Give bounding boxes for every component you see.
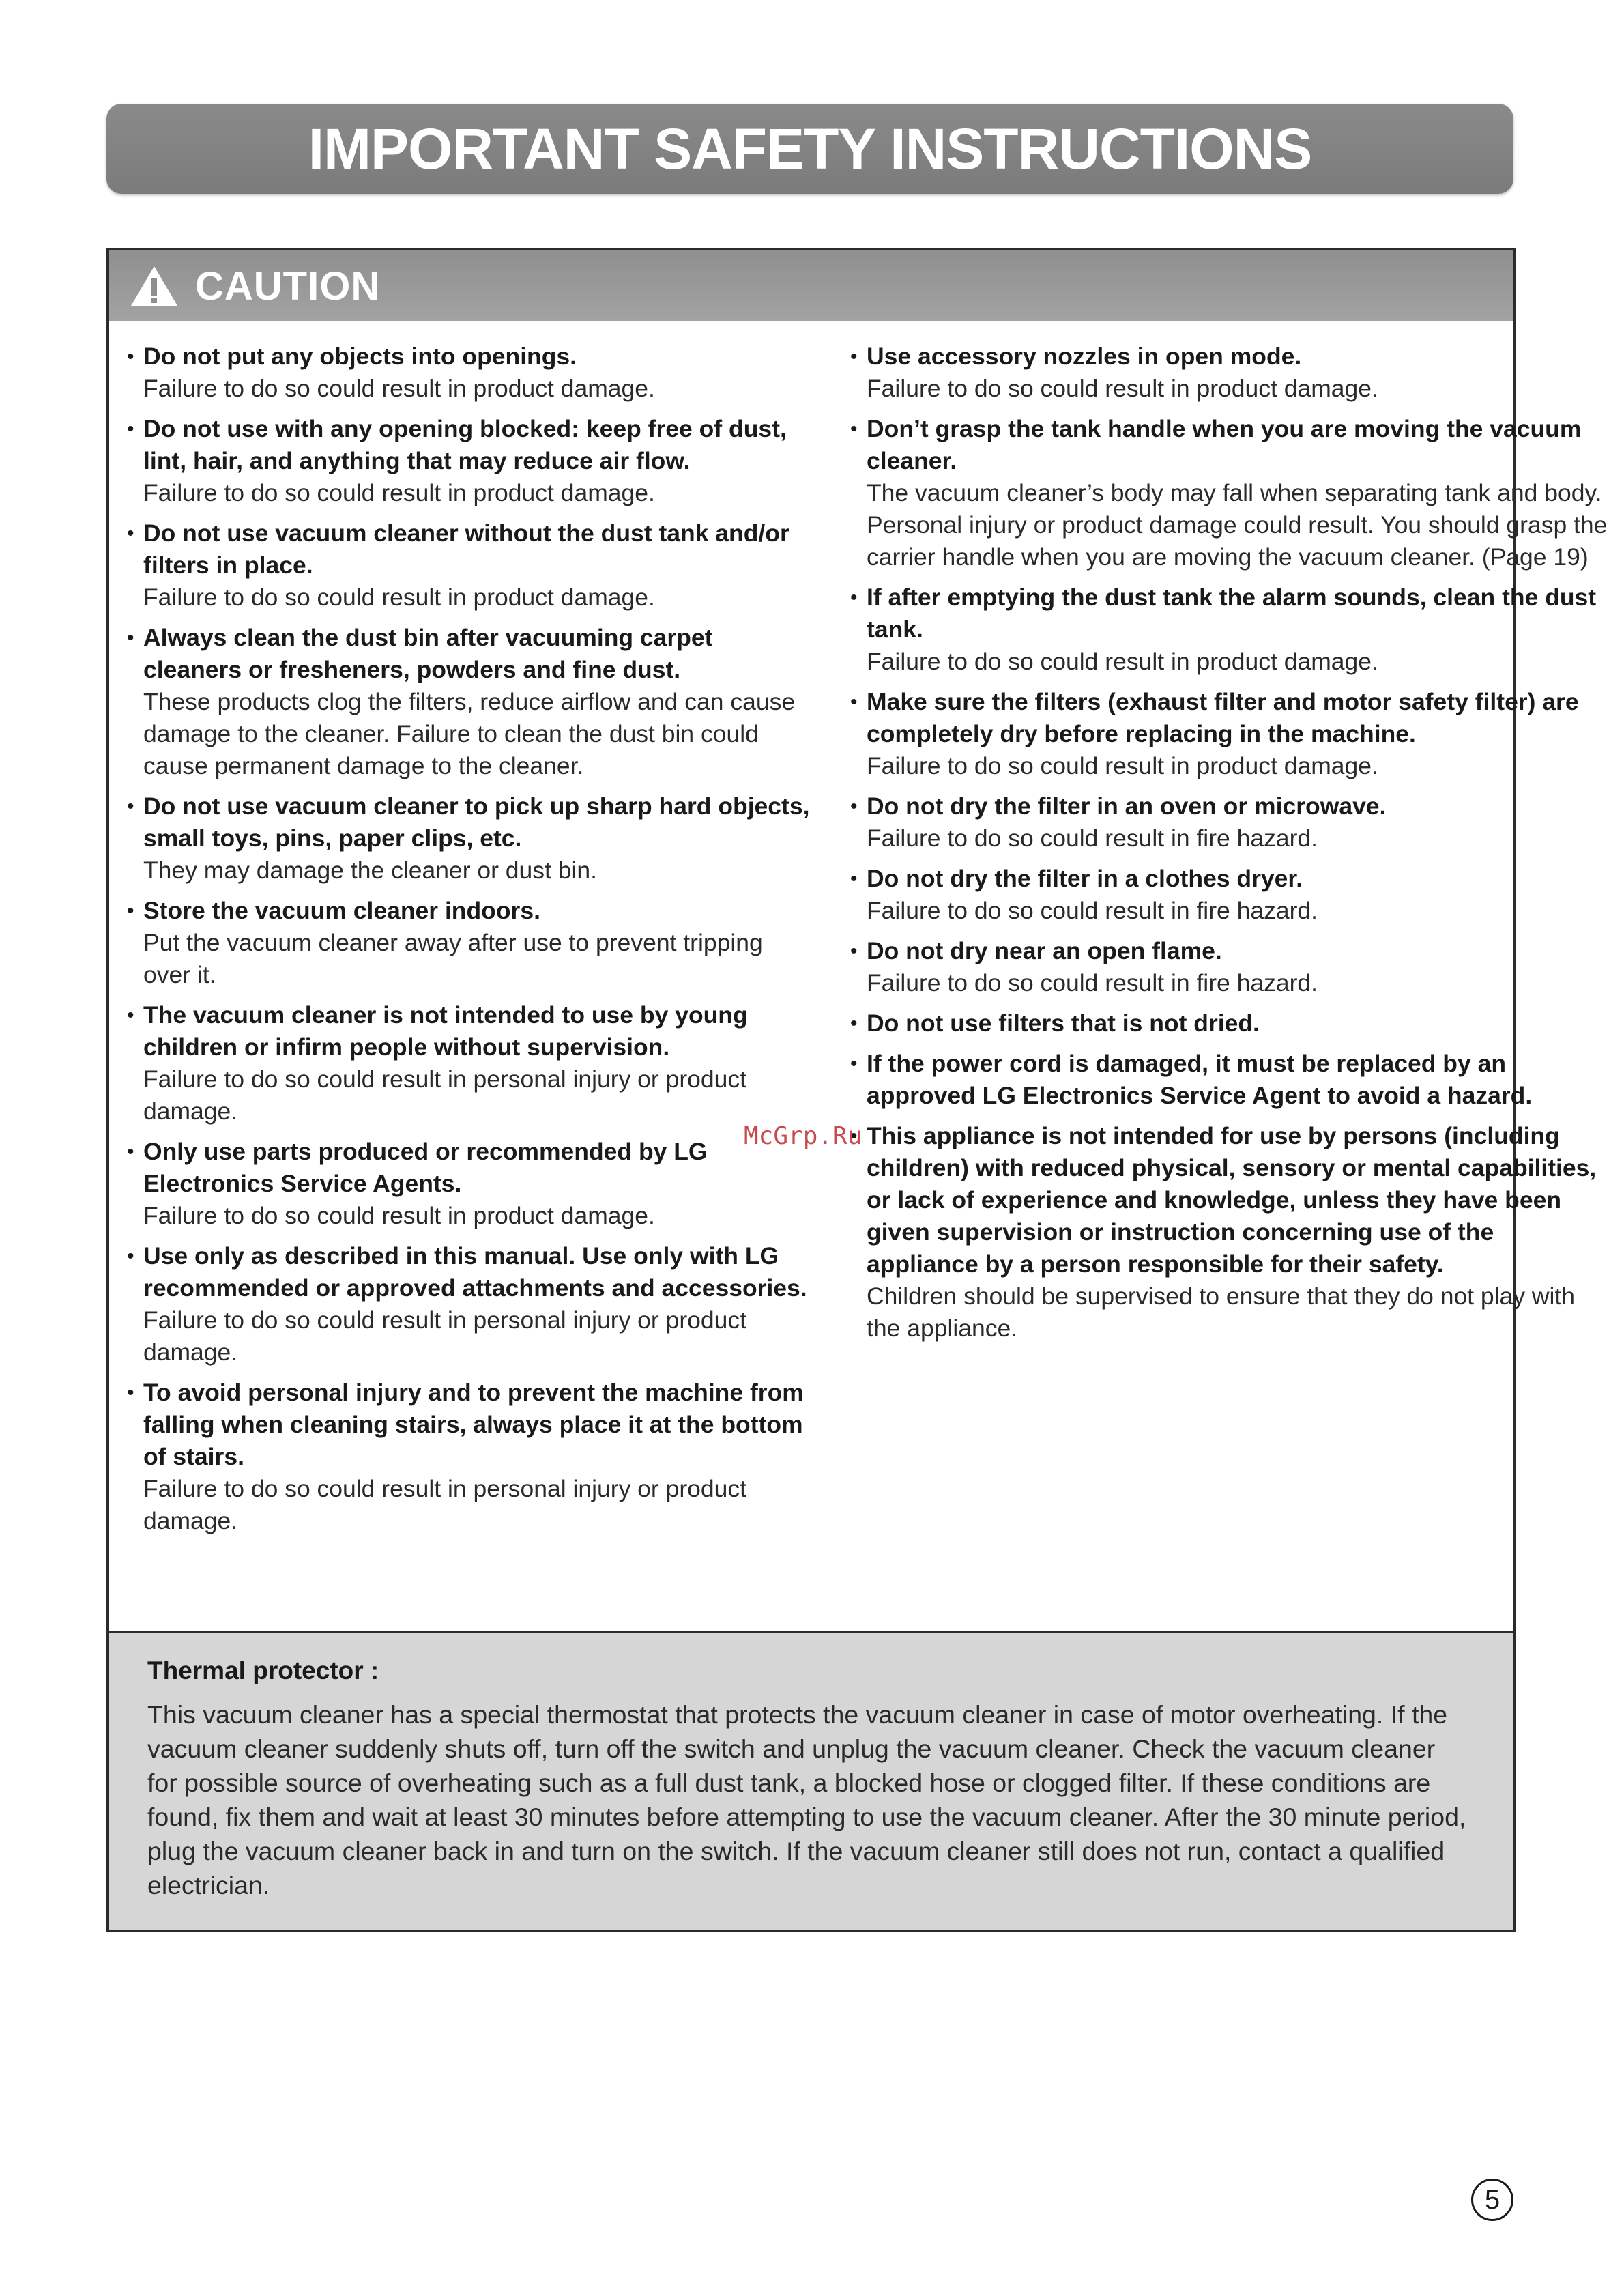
page-number: 5 xyxy=(1471,2179,1513,2221)
item-heading: • Do not dry the filter in a clothes dryer. xyxy=(867,865,1303,892)
page-title: IMPORTANT SAFETY INSTRUCTIONS xyxy=(308,116,1312,181)
caution-item xyxy=(850,1007,1608,1040)
item-heading: • Use accessory nozzles in open mode. xyxy=(867,343,1302,370)
item-heading: • To avoid personal injury and to prevent the machine from falling when cleaning stairs, always place it at the bottom of stairs. xyxy=(143,1379,804,1470)
item-body: Failure to do so could result in fire hazard. xyxy=(867,825,1318,852)
item-heading: • Store the vacuum cleaner indoors. xyxy=(143,897,540,924)
item-heading: • Do not use vacuum cleaner without the dust tank and/or filters in place. xyxy=(143,519,789,579)
caution-item xyxy=(850,935,1608,999)
item-body: Failure to do so could result in fire hazard. xyxy=(867,969,1318,997)
caution-item xyxy=(127,999,816,1128)
item-heading: • Do not use with any opening blocked: keep free of dust, lint, hair, and anything that may reduce air flow. xyxy=(143,415,787,474)
caution-item xyxy=(127,341,816,405)
item-heading: • Don’t grasp the tank handle when you are moving the vacuum cleaner. xyxy=(867,415,1582,474)
item-heading: • Only use parts produced or recommended by LG Electronics Service Agents. xyxy=(143,1138,708,1197)
caution-item xyxy=(127,790,816,887)
item-heading: • Do not dry the filter in an oven or microwave. xyxy=(867,792,1387,820)
caution-item xyxy=(127,517,816,614)
caution-panel xyxy=(106,248,1608,1932)
item-body: They may damage the cleaner or dust bin. xyxy=(143,857,598,884)
item-heading: • Make sure the filters (exhaust filter and motor safety filter) are completely dry before replacing in the machine. xyxy=(867,688,1579,747)
item-body: Failure to do so could result in product damage. xyxy=(867,648,1378,675)
caution-item xyxy=(127,413,816,509)
item-body: Failure to do so could result in product damage. xyxy=(867,752,1378,779)
caution-item xyxy=(127,1240,816,1368)
caution-item xyxy=(850,1048,1608,1112)
caution-item xyxy=(127,622,816,782)
item-heading: • Do not use vacuum cleaner to pick up sharp hard objects, small toys, pins, paper clips, etc. xyxy=(143,792,810,852)
item-body: Failure to do so could result in personal injury or product damage. xyxy=(143,1065,747,1125)
thermal-protector-note xyxy=(109,1631,1513,1930)
item-heading: • Always clean the dust bin after vacuuming carpet cleaners or fresheners, powders and fine dust. xyxy=(143,624,713,683)
warning-triangle-icon xyxy=(130,264,179,308)
caution-item xyxy=(850,582,1608,678)
item-body: Failure to do so could result in product damage. xyxy=(143,479,655,506)
caution-right-column xyxy=(850,341,1608,1353)
item-heading: • Do not dry near an open flame. xyxy=(867,937,1222,964)
caution-left-column xyxy=(127,341,816,1545)
item-body: Failure to do so could result in product damage. xyxy=(867,375,1378,402)
item-body: Put the vacuum cleaner away after use to prevent tripping over it. xyxy=(143,929,763,988)
item-body: Children should be supervised to ensure that they do not play with the appliance. xyxy=(867,1282,1576,1342)
caution-item xyxy=(127,1136,816,1232)
item-body: Failure to do so could result in personal injury or product damage. xyxy=(143,1306,747,1366)
caution-header xyxy=(109,250,1513,321)
item-heading: • If the power cord is damaged, it must be replaced by an approved LG Electronics Service Agent to avoid a hazard. xyxy=(867,1050,1533,1109)
caution-item xyxy=(850,413,1608,573)
caution-label: CAUTION xyxy=(195,263,381,309)
caution-item xyxy=(850,1120,1608,1345)
item-body: These products clog the filters, reduce airflow and can cause damage to the cleaner. Failure to clean the dust bin could cause permanent damage to the cleaner. xyxy=(143,688,796,779)
item-body: Failure to do so could result in product damage. xyxy=(143,1202,655,1229)
item-body: Failure to do so could result in product damage. xyxy=(143,375,655,402)
item-heading: • Use only as described in this manual. Use only with LG recommended or approved attachments and accessories. xyxy=(143,1242,807,1302)
thermal-title: Thermal protector : xyxy=(147,1657,379,1684)
thermal-body: This vacuum cleaner has a special thermostat that protects the vacuum cleaner in case of motor overheating. If the vacuum cleaner suddenly shuts off, turn off the switch and unplug the vacuum cleaner. Check the vacuum cleaner for possible source of overheating such as a full dust tank, a blocked hose or clogged filter. If these conditions are found, fix them and wait at least 30 minutes before attempting to use the vacuum cleaner. After the 30 minute period, plug the vacuum cleaner back in and turn on the switch. If the vacuum cleaner still does not run, contact a qualified electrician. xyxy=(147,1700,1466,1899)
caution-item xyxy=(850,790,1608,855)
item-body: Failure to do so could result in product damage. xyxy=(143,584,655,611)
caution-item xyxy=(127,1377,816,1537)
watermark: McGrp.Ru xyxy=(744,1122,862,1150)
caution-item xyxy=(850,341,1608,405)
item-heading: • Do not put any objects into openings. xyxy=(143,343,577,370)
title-banner xyxy=(106,104,1513,194)
item-heading: • The vacuum cleaner is not intended to use by young children or infirm people without supervision. xyxy=(143,1001,748,1061)
item-heading: • If after emptying the dust tank the alarm sounds, clean the dust tank. xyxy=(867,584,1597,643)
caution-item xyxy=(850,863,1608,927)
item-body: The vacuum cleaner’s body may fall when separating tank and body. Personal injury or product damage could result. You should grasp the carrier handle when you are moving the vacuum cleaner. (Page 19) xyxy=(867,479,1608,571)
item-heading: • Do not use filters that is not dried. xyxy=(867,1009,1260,1037)
item-body: Failure to do so could result in personal injury or product damage. xyxy=(143,1475,747,1534)
item-heading: • This appliance is not intended for use by persons (including children) with reduced physical, sensory or mental capabilities, or lack of experience and knowledge, unless they have been given supervision or instruction concerning use of the appliance by a person responsible for their safety. xyxy=(867,1122,1597,1278)
caution-item xyxy=(127,895,816,991)
item-body: Failure to do so could result in fire hazard. xyxy=(867,897,1318,924)
caution-item xyxy=(850,686,1608,782)
